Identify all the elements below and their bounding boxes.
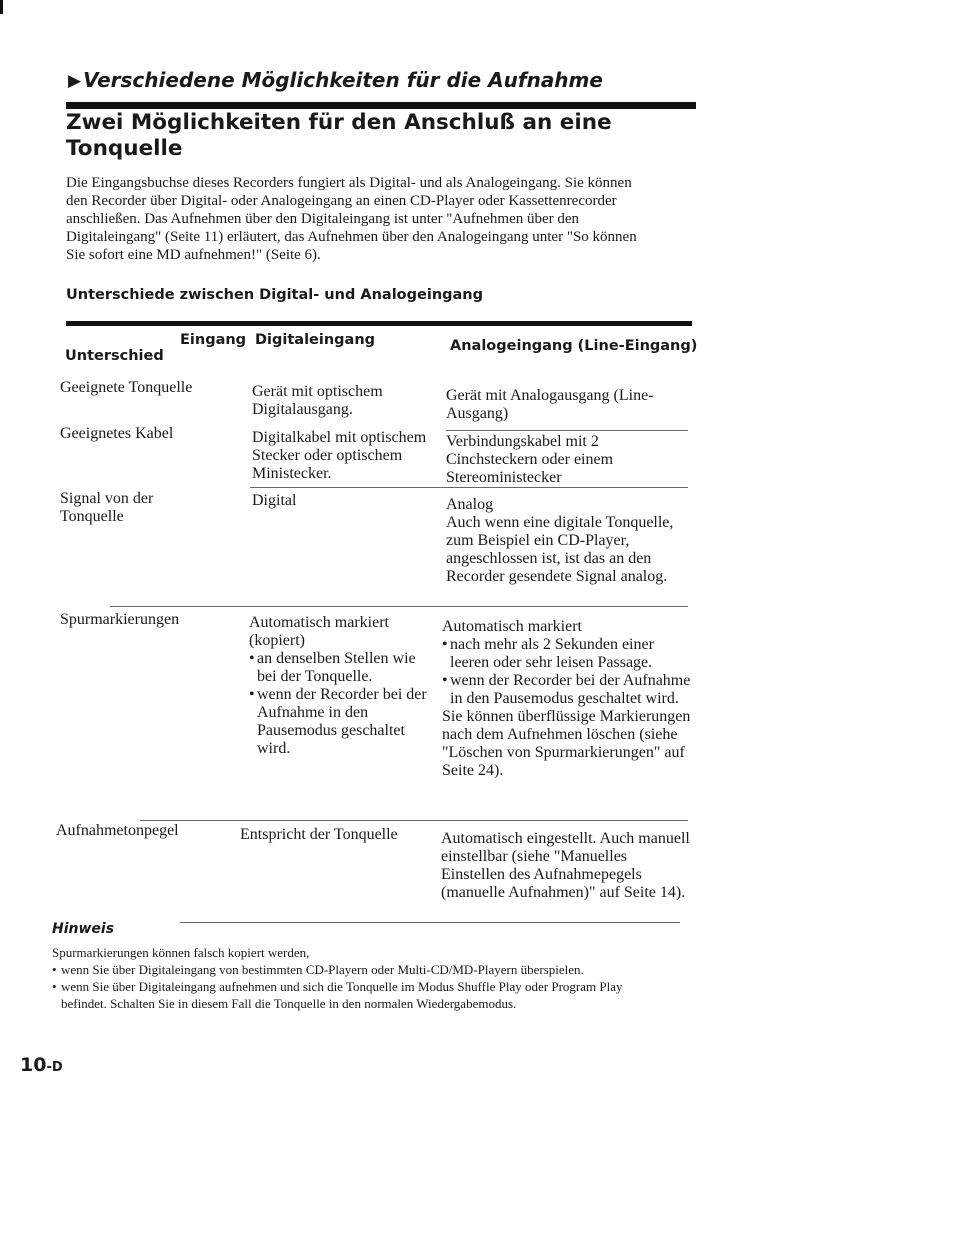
row-divider [110,606,688,607]
analog-marks-text: Sie können überflüssige Markierungen nach dem Aufnehmen löschen (siehe "Löschen von Spurmarkierungen" auf Seite 24). [442,708,691,779]
analog-signal-title: Analog [446,496,494,513]
row-analog-tonquelle: Gerät mit Analogausgang (Line-Ausgang) [446,387,654,422]
triangle-arrow-icon: ▶ [68,71,82,91]
row-digital-signal: Digital [252,492,297,509]
row-label-spurmarkierungen: Spurmarkierungen [60,611,180,628]
digital-marks-list [249,650,427,758]
digital-marks-title: Automatisch markiert (kopiert) [249,614,389,649]
row-divider [250,487,688,488]
note-text: Spurmarkierungen können falsch kopiert werden, [52,945,310,960]
analog-marks-list [442,636,692,708]
row-digital-spurmarkierungen [249,614,427,758]
row-digital-kabel: Digitalkabel mit optischem Stecker oder optischem Ministecker. [252,429,427,482]
row-label-pegel: Aufnahmetonpegel [56,822,179,839]
section-heading-text: Verschiedene Möglichkeiten für die Aufnahme [83,68,603,92]
intro-paragraph: Die Eingangsbuchse dieses Recorders fungiert als Digital- und als Analogeingang. Sie können den Recorder über Digital- oder Analogeingang an einen CD-Player oder Kassettenrecorder anschließen. Das Aufnehmen über den Digitaleingang ist unter "Aufnehmen über den Digitaleingang" (Seite 11) erläutert, das Aufnehmen über den Analogeingang unter "So können Sie sofort eine MD aufnehmen!" (Seite 6). [66,175,637,263]
note-bullet: • wenn Sie über Digitaleingang aufnehmen und sich die Tonquelle im Modus Shuffle Play oder Program Play befindet. Schalten Sie in diesem Fall die Tonquelle in den normalen Wiedergabemodus. [52,978,652,1012]
row-digital-pegel: Entspricht der Tonquelle [240,826,398,843]
header-analogeingang: Analogeingang (Line-Eingang) [450,338,698,354]
list-item: • wenn der Recorder bei der Aufnahme in den Pausemodus geschaltet wird. [249,686,427,758]
table-top-rule [66,321,692,326]
note-title: Hinweis [52,921,115,937]
header-eingang: Eingang [180,332,247,348]
page-number-value: 10 [20,1054,47,1076]
table-subheading: Unterschiede zwischen Digital- und Analogeingang [66,287,484,303]
list-item: • an denselben Stellen wie bei der Tonquelle. [249,650,427,686]
header-unterschied: Unterschied [65,348,164,364]
section-rule [66,102,696,109]
row-analog-pegel: Automatisch eingestellt. Auch manuell einstellbar (siehe "Manuelles Einstellen des Aufnahmepegels (manuelle Aufnahmen)" auf Seite 14). [441,830,690,901]
row-label-signal: Signal von der Tonquelle [60,490,154,525]
list-item: • wenn der Recorder bei der Aufnahme in den Pausemodus geschaltet wird. [442,672,692,708]
page-title: Zwei Möglichkeiten für den Anschluß an eine Tonquelle [66,110,612,161]
table-bottom-rule [180,922,680,923]
row-analog-kabel: Verbindungskabel mit 2 Cinchsteckern oder einem Stereoministecker [446,433,614,486]
list-item: • nach mehr als 2 Sekunden einer leeren oder sehr leisen Passage. [442,636,692,672]
row-analog-signal [446,496,690,586]
row-label-tonquelle: Geeignete Tonquelle [60,379,193,396]
note-bullet: • wenn Sie über Digitaleingang von bestimmten CD-Playern oder Multi-CD/MD-Playern überspielen. [52,961,652,978]
note-body [52,944,652,1012]
row-analog-spurmarkierungen [442,618,692,780]
row-divider [140,820,688,821]
row-divider [446,430,688,431]
row-label-kabel: Geeignetes Kabel [60,425,174,442]
analog-signal-text: Auch wenn eine digitale Tonquelle, zum Beispiel ein CD-Player, angeschlossen ist, ist das an den Recorder gesendete Signal analog. [446,514,674,585]
row-digital-tonquelle: Gerät mit optischem Digitalausgang. [252,383,383,418]
page-number [20,1054,63,1076]
section-heading [68,68,603,92]
page-number-suffix: -D [46,1060,63,1075]
scan-edge-mark [0,0,3,14]
analog-marks-title: Automatisch markiert [442,618,582,635]
header-digitaleingang: Digitaleingang [255,332,376,348]
